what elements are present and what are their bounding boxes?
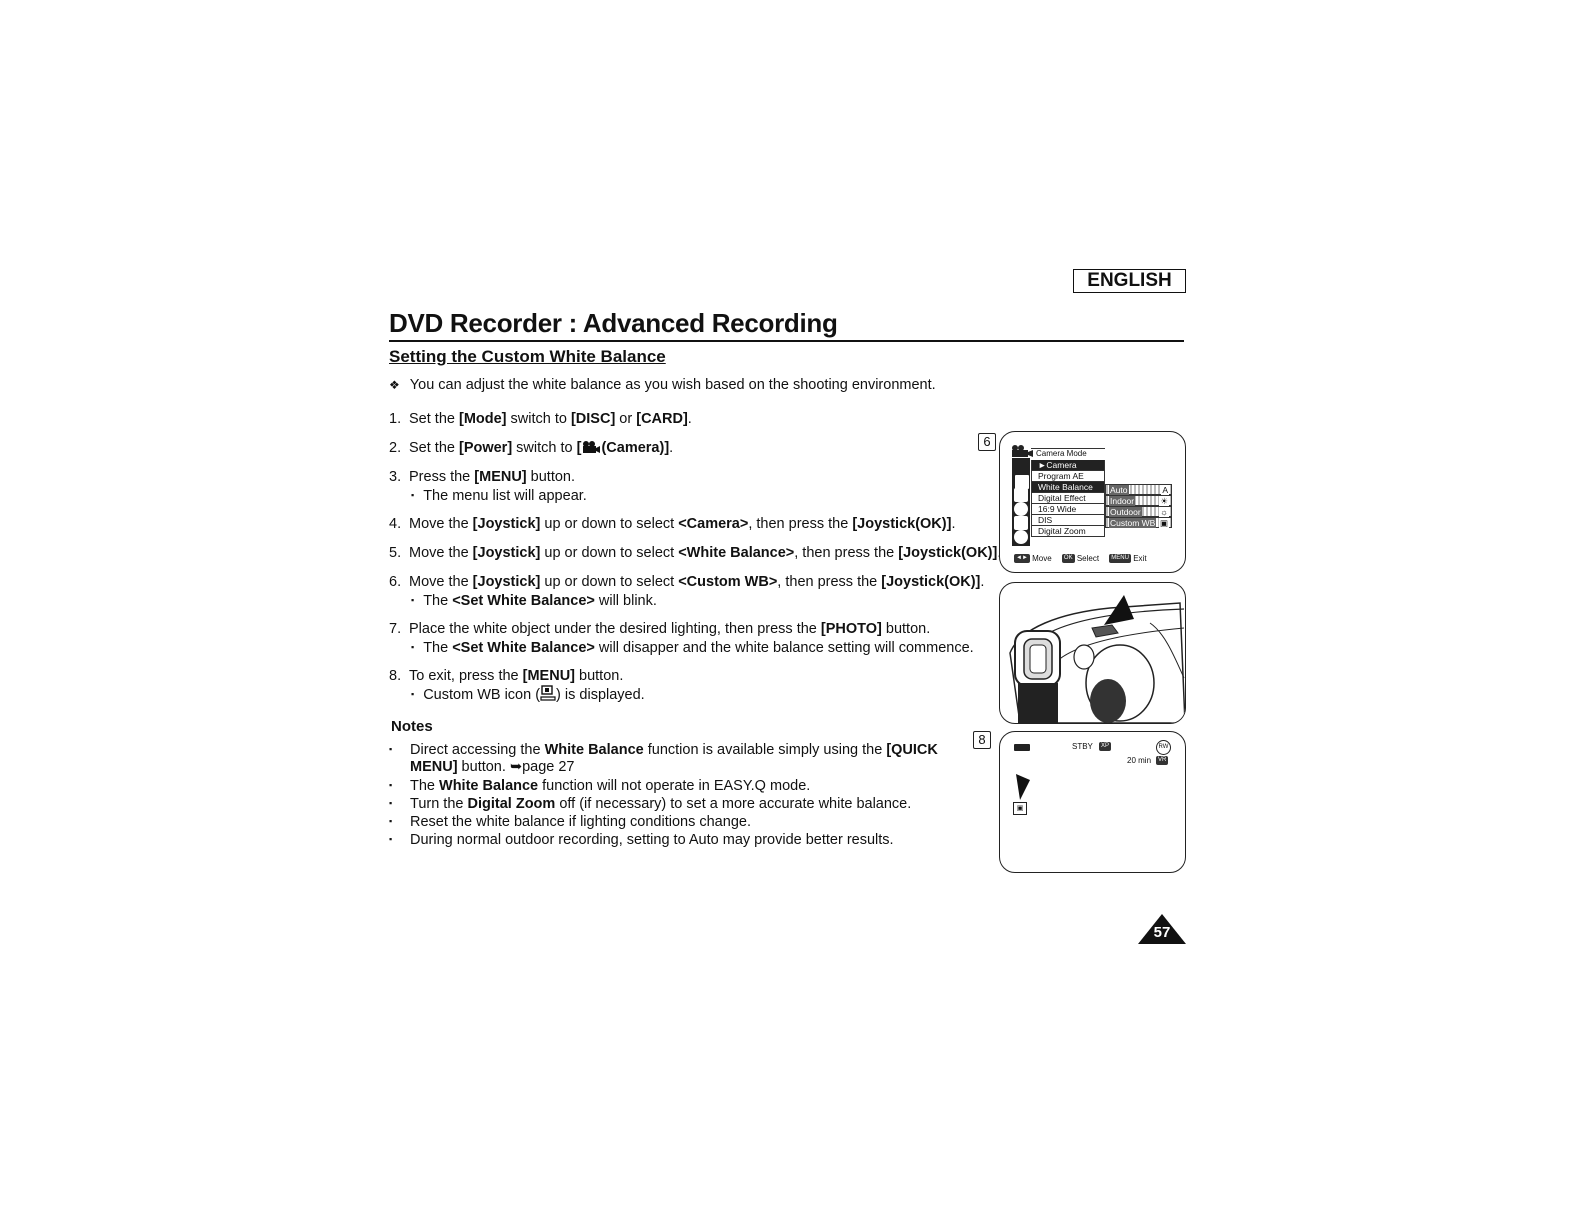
menu-chip: MENU bbox=[1111, 555, 1129, 562]
menu-option-glyph: ☼ bbox=[1160, 507, 1168, 517]
note-item bbox=[389, 740, 938, 759]
text-run: button. bbox=[526, 469, 576, 485]
text-run: Set the bbox=[409, 440, 459, 456]
bold-term: [Joystick(OK)] bbox=[898, 545, 998, 561]
step-number: 8. bbox=[389, 668, 402, 684]
step-item bbox=[389, 439, 673, 459]
menu-option bbox=[1105, 495, 1172, 506]
section-heading: Setting the Custom White Balance bbox=[389, 347, 666, 366]
intro-text: You can adjust the white balance as you wish based on the shooting environment. bbox=[409, 377, 936, 393]
text-run: , then press the bbox=[794, 545, 899, 561]
text-run: button. bbox=[575, 668, 624, 684]
menu-item: White Balance bbox=[1031, 482, 1105, 493]
menu-item: Digital Effect bbox=[1031, 493, 1105, 504]
text-run: The bbox=[423, 640, 453, 656]
step-number: 7. bbox=[389, 621, 402, 637]
bold-term: [MENU] bbox=[474, 469, 527, 485]
footer-exit: Exit bbox=[1133, 554, 1147, 563]
bold-term: <Set White Balance> bbox=[452, 640, 595, 656]
bold-term: <Custom WB> bbox=[678, 574, 778, 590]
bold-term: [DISC] bbox=[570, 411, 616, 427]
note-item bbox=[389, 794, 911, 813]
text-run: . bbox=[980, 574, 985, 590]
bold-term: [Joystick(OK)] bbox=[852, 516, 952, 532]
camera-icon bbox=[581, 440, 601, 459]
remaining-time: 20 min bbox=[1127, 756, 1152, 765]
gear-icon bbox=[1014, 530, 1028, 544]
step-number: 6. bbox=[389, 574, 402, 590]
text-run: During normal outdoor recording, setting to Auto may provide better results. bbox=[410, 832, 894, 848]
text-run: ) is displayed. bbox=[556, 687, 645, 703]
bold-term: [ bbox=[576, 440, 582, 456]
figure-8-standby-screen bbox=[999, 731, 1186, 873]
text-run: The bbox=[410, 778, 440, 794]
text-run: Direct accessing the bbox=[410, 742, 545, 758]
menu-option-label: Custom WB bbox=[1110, 518, 1156, 528]
square-bullet-icon: ▪ bbox=[411, 595, 415, 605]
step-item bbox=[389, 468, 575, 486]
square-bullet-icon: ▪ bbox=[389, 834, 393, 844]
step-item bbox=[389, 515, 955, 533]
figure-6-menu-screen bbox=[999, 431, 1186, 573]
menu-list bbox=[1031, 448, 1105, 537]
bold-term: [Mode] bbox=[458, 411, 507, 427]
bold-term: [Joystick] bbox=[472, 516, 541, 532]
footer-select: Select bbox=[1076, 554, 1100, 563]
text-run: or bbox=[615, 411, 637, 427]
text-run: The bbox=[423, 593, 453, 609]
menu-option-label: Outdoor bbox=[1110, 507, 1141, 517]
bold-term: [Power] bbox=[458, 440, 513, 456]
effect-icon bbox=[1014, 502, 1028, 516]
text-run: up or down to select bbox=[540, 574, 679, 590]
menu-item: Digital Zoom bbox=[1031, 526, 1105, 537]
text-run: Move the bbox=[409, 545, 473, 561]
text-run: function will not operate in EASY.Q mode. bbox=[538, 778, 811, 794]
bold-term: White Balance bbox=[544, 742, 644, 758]
text-run: will disapper and the white balance setting will commence. bbox=[594, 640, 974, 656]
bold-term: White Balance bbox=[439, 778, 539, 794]
text-run: Move the bbox=[409, 516, 473, 532]
bold-term: [MENU] bbox=[522, 668, 575, 684]
text-run: Turn the bbox=[410, 796, 468, 812]
text-run: Press the bbox=[409, 469, 475, 485]
white-balance-options bbox=[1105, 484, 1172, 528]
text-run: ➥page 27 bbox=[509, 759, 575, 775]
language-tag: ENGLISH bbox=[1073, 269, 1186, 293]
bold-term: [Joystick] bbox=[472, 545, 541, 561]
note-item bbox=[389, 830, 894, 849]
square-bullet-icon: ▪ bbox=[389, 744, 393, 754]
text-run: button. bbox=[881, 621, 931, 637]
bold-term: <White Balance> bbox=[678, 545, 795, 561]
text-run: Move the bbox=[409, 574, 473, 590]
text-run: off (if necessary) to set a more accurate white balance. bbox=[555, 796, 912, 812]
text-run: Place the white object under the desired lighting, then press the bbox=[409, 621, 821, 637]
text-run: Set the bbox=[409, 411, 459, 427]
blink-arrow-icon bbox=[1016, 774, 1032, 800]
display-icon bbox=[1014, 516, 1028, 530]
figure-6-label: 6 bbox=[978, 433, 996, 451]
text-run: button. bbox=[457, 759, 510, 775]
text-run: switch to bbox=[506, 411, 571, 427]
text-run: . bbox=[669, 440, 674, 456]
figure-8-label: 8 bbox=[973, 731, 991, 749]
bold-term: [PHOTO] bbox=[820, 621, 882, 637]
step-subitem bbox=[411, 685, 645, 706]
step-number: 2. bbox=[389, 440, 402, 456]
bold-term: <Camera> bbox=[678, 516, 749, 532]
menu-title: Camera Mode bbox=[1036, 449, 1087, 458]
menu-option-label: Indoor bbox=[1110, 496, 1135, 506]
joystick-chip-icon: ◄► bbox=[1016, 555, 1028, 562]
square-bullet-icon: ▪ bbox=[389, 816, 393, 826]
menu-footer bbox=[1014, 554, 1147, 563]
menu-item: 16:9 Wide bbox=[1031, 504, 1105, 515]
step-subitem bbox=[411, 638, 974, 657]
footer-move: Move bbox=[1032, 554, 1052, 563]
figure-7-camcorder bbox=[999, 582, 1186, 724]
page-number-badge bbox=[1138, 914, 1186, 949]
square-bullet-icon: ▪ bbox=[389, 798, 393, 808]
bold-term: [Joystick(OK)] bbox=[881, 574, 981, 590]
menu-option-glyph: ☀ bbox=[1160, 496, 1168, 506]
bold-term: MENU] bbox=[410, 759, 458, 775]
title-divider bbox=[389, 340, 1184, 342]
page-title: DVD Recorder : Advanced Recording bbox=[389, 308, 838, 338]
text-run: . bbox=[951, 516, 956, 532]
menu-item: ►Camera bbox=[1031, 460, 1105, 471]
menu-option-label: Auto bbox=[1110, 485, 1128, 495]
menu-option bbox=[1105, 517, 1172, 528]
square-bullet-icon: ▪ bbox=[411, 689, 415, 699]
note-item bbox=[389, 812, 751, 831]
menu-item: Program AE bbox=[1031, 471, 1105, 482]
bold-term: [QUICK bbox=[886, 742, 938, 758]
step-item bbox=[389, 573, 984, 591]
bold-term: <Set White Balance> bbox=[452, 593, 595, 609]
menu-option bbox=[1105, 506, 1172, 517]
step-item bbox=[389, 667, 623, 685]
step-item bbox=[389, 410, 692, 428]
text-run: Reset the white balance if lighting conditions change. bbox=[410, 814, 751, 830]
disc-type-icon: RW bbox=[1156, 740, 1171, 755]
note-item bbox=[389, 776, 810, 795]
custom-wb-icon bbox=[540, 685, 556, 706]
text-run: , then press the bbox=[748, 516, 853, 532]
step-number: 5. bbox=[389, 545, 402, 561]
intro-line bbox=[389, 376, 936, 394]
step-item bbox=[389, 544, 1001, 562]
text-run: , then press the bbox=[777, 574, 882, 590]
text-run: The menu list will appear. bbox=[423, 488, 587, 504]
step-number: 3. bbox=[389, 469, 402, 485]
text-run: switch to bbox=[512, 440, 577, 456]
status-text: STBY bbox=[1072, 742, 1093, 751]
menu-option-glyph: A bbox=[1162, 485, 1168, 495]
text-run: will blink. bbox=[594, 593, 657, 609]
page-number: 57 bbox=[1153, 924, 1171, 941]
square-bullet-icon: ▪ bbox=[411, 642, 415, 652]
text-run: function is available simply using the bbox=[643, 742, 887, 758]
menu-option bbox=[1105, 484, 1172, 495]
bold-term: (Camera)] bbox=[601, 440, 670, 456]
vr-chip: VR bbox=[1158, 757, 1167, 763]
custom-wb-screen-icon: ▣ bbox=[1013, 802, 1027, 815]
menu-option-glyph: ▣ bbox=[1159, 518, 1168, 528]
text-run: up or down to select bbox=[540, 516, 679, 532]
square-bullet-icon: ▪ bbox=[389, 780, 393, 790]
step-number: 4. bbox=[389, 516, 402, 532]
text-run: Custom WB icon ( bbox=[423, 687, 541, 703]
step-item bbox=[389, 620, 930, 638]
camcorder-illustration bbox=[1000, 583, 1185, 723]
step-number: 1. bbox=[389, 411, 402, 427]
menu-item: DIS bbox=[1031, 515, 1105, 526]
step-subitem bbox=[411, 591, 657, 610]
notes-heading: Notes bbox=[391, 718, 433, 735]
diamond-bullet-icon: ❖ bbox=[389, 378, 400, 392]
step-subitem bbox=[411, 486, 587, 505]
bold-term: [Joystick] bbox=[472, 574, 541, 590]
bold-term: [CARD] bbox=[636, 411, 688, 427]
note-continuation bbox=[410, 758, 575, 776]
square-bullet-icon: ▪ bbox=[411, 490, 415, 500]
settings-icon bbox=[1014, 488, 1028, 502]
battery-icon bbox=[1014, 744, 1030, 751]
bold-term: Digital Zoom bbox=[467, 796, 556, 812]
quality-chip: XP bbox=[1101, 743, 1110, 749]
ok-chip: OK bbox=[1063, 555, 1073, 562]
text-run: . bbox=[687, 411, 692, 427]
text-run: To exit, press the bbox=[409, 668, 523, 684]
text-run: up or down to select bbox=[540, 545, 679, 561]
